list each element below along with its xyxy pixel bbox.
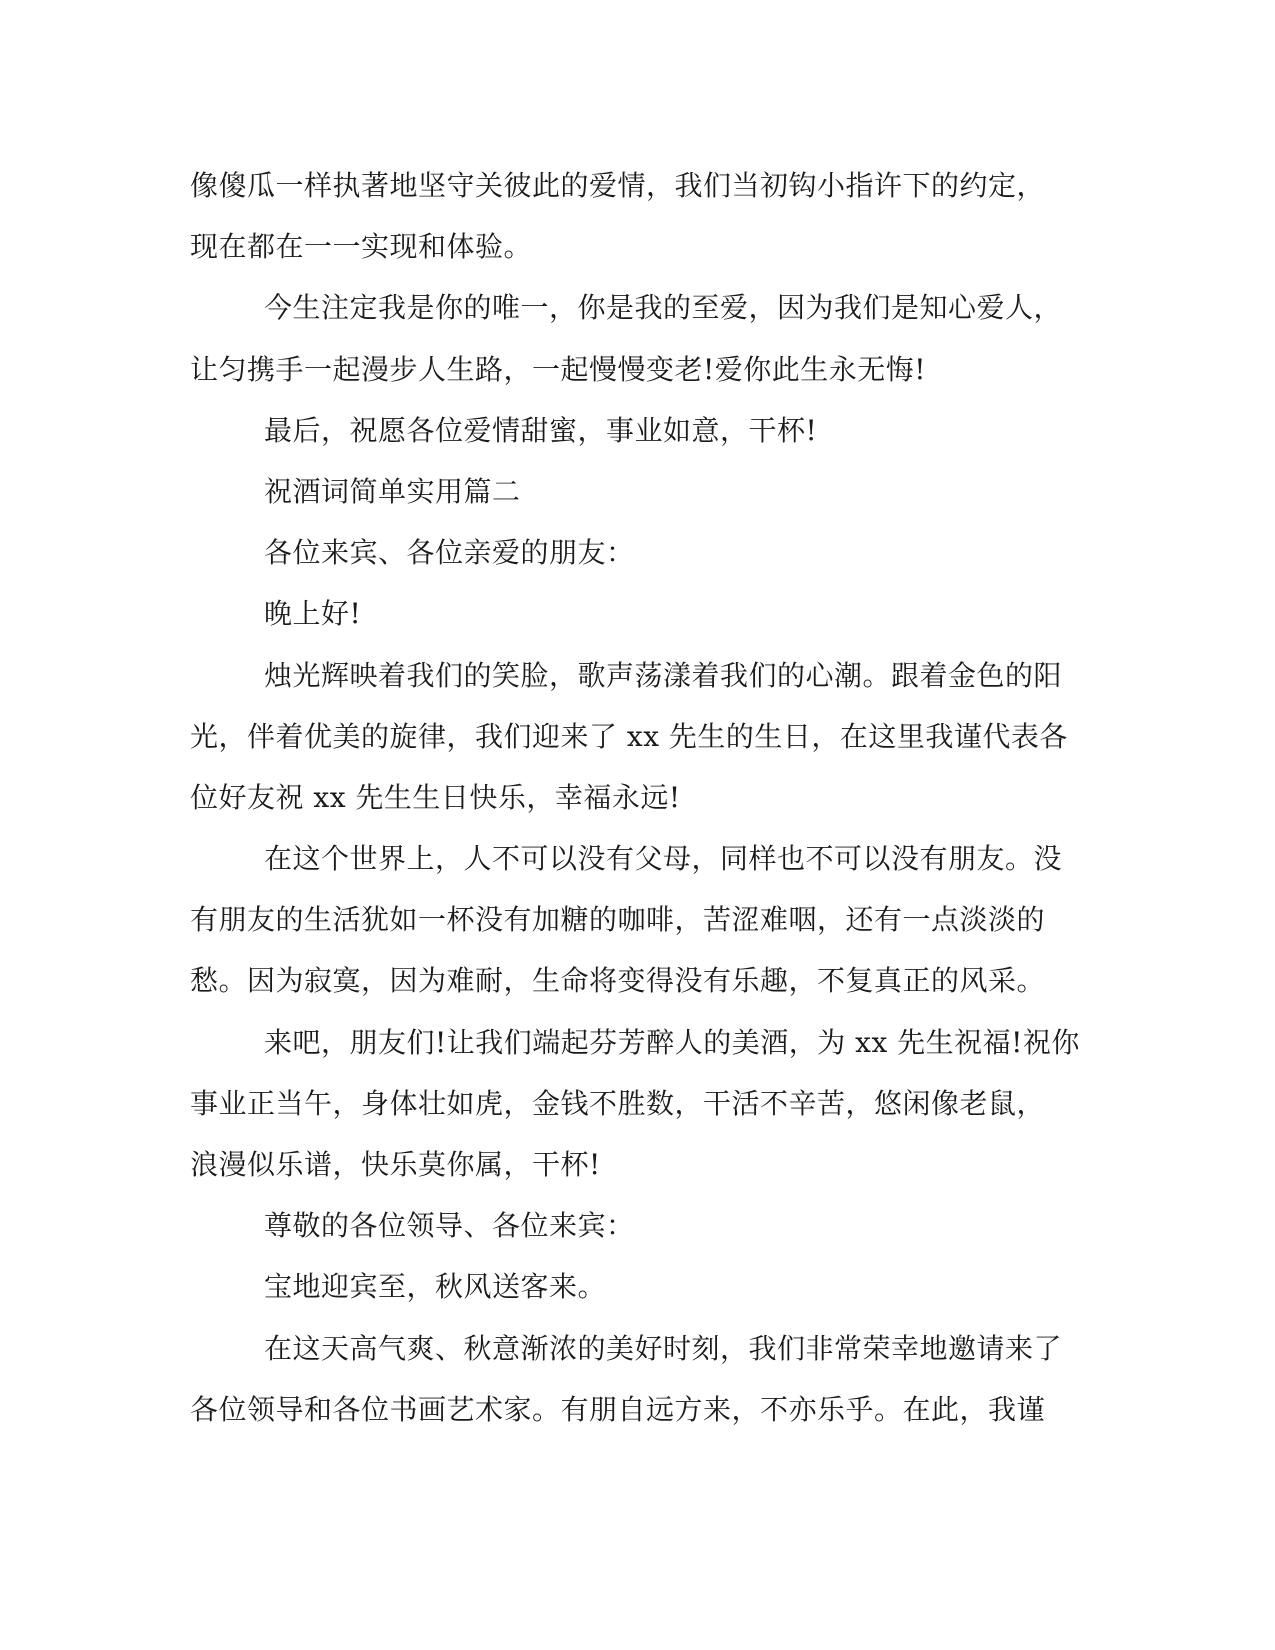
section-heading: 祝酒词简单实用篇二 (264, 474, 521, 508)
text-line: 各位领导和各位书画艺术家。有朋自远方来，不亦乐乎。在此，我谨 (190, 1392, 1046, 1426)
text-line: 浪漫似乐谱，快乐莫你属，干杯! (190, 1148, 601, 1181)
text-line: 今生注定我是你的唯一，你是我的至爱，因为我们是知心爱人， (264, 291, 1063, 325)
text-line: 像傻瓜一样执著地坚守关彼此的爱情，我们当初钩小指许下的约定， (190, 169, 1046, 202)
text-line: 有朋友的生活犹如一杯没有加糖的咖啡，苦涩难咽，还有一点淡淡的 (190, 903, 1046, 937)
text-line: 光，伴着优美的旋律，我们迎来了 xx 先生的生日，在这里我谨代表各 (190, 719, 1068, 753)
text-line: 现在都在一一实现和体验。 (190, 230, 533, 264)
text-line: 烛光辉映着我们的笑脸，歌声荡漾着我们的心潮。跟着金色的阳 (264, 658, 1063, 692)
text-line: 位好友祝 xx 先生生日快乐，幸福永远! (190, 780, 681, 814)
text-line: 事业正当午，身体壮如虎，金钱不胜数，干活不辛苦，悠闲像老鼠， (190, 1086, 1046, 1120)
text-line: 来吧，朋友们!让我们端起芬芳醉人的美酒，为 xx 先生祝福!祝你 (264, 1025, 1080, 1059)
text-line: 愁。因为寂寞，因为难耐，生命将变得没有乐趣，不复真正的风采。 (190, 964, 1046, 998)
text-line: 最后，祝愿各位爱情甜蜜，事业如意，干杯! (264, 413, 818, 447)
salutation: 各位来宾、各位亲爱的朋友： (264, 536, 635, 570)
greeting: 晚上好! (264, 597, 362, 631)
salutation: 尊敬的各位领导、各位来宾： (264, 1209, 635, 1243)
document-body (190, 155, 1090, 1440)
text-line: 让匀携手一起漫步人生路，一起慢慢变老!爱你此生永无悔! (190, 352, 927, 386)
text-line: 在这天高气爽、秋意渐浓的美好时刻，我们非常荣幸地邀请来了 (264, 1331, 1063, 1365)
text-line: 宝地迎宾至，秋风送客来。 (264, 1270, 607, 1304)
text-line: 在这个世界上，人不可以没有父母，同样也不可以没有朋友。没 (264, 842, 1063, 876)
